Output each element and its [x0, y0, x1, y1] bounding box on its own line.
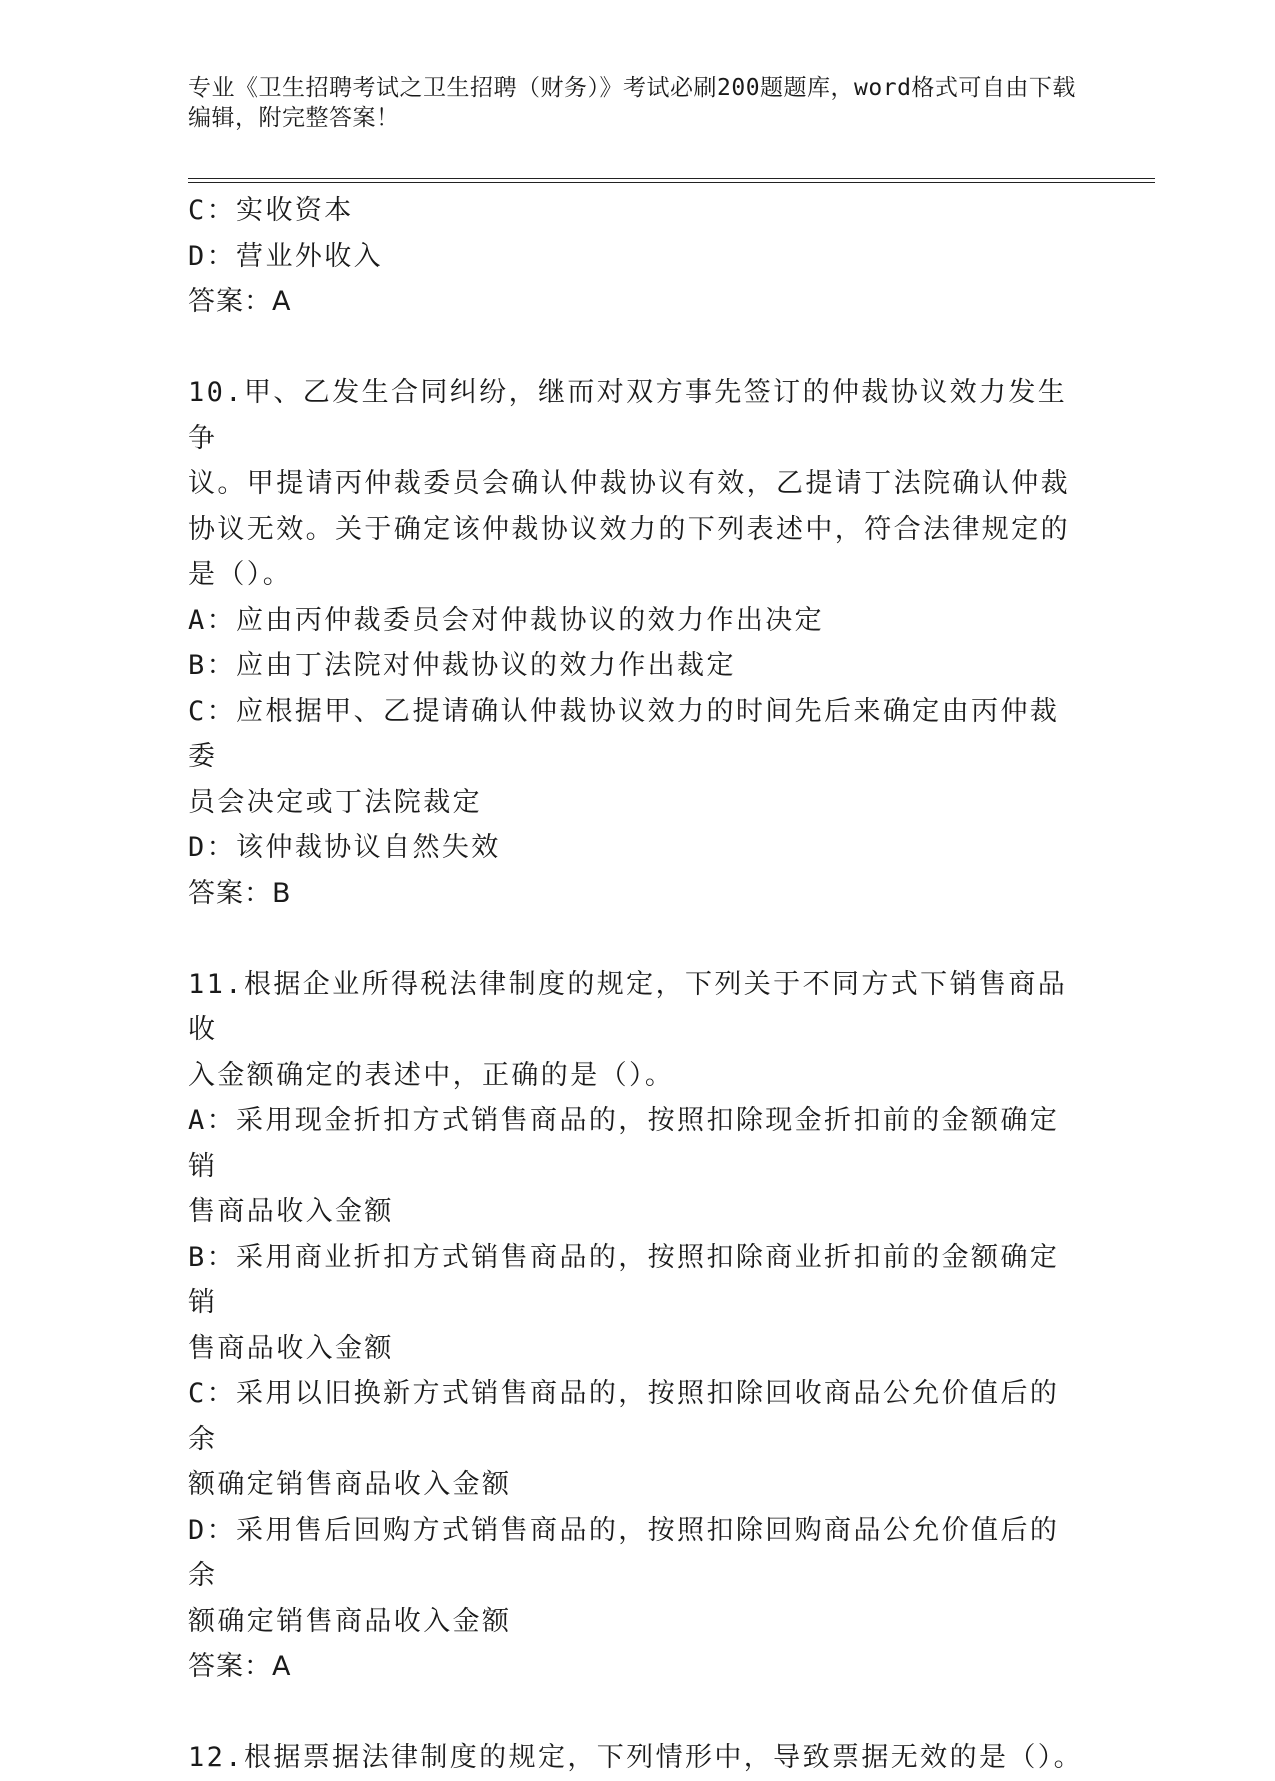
- question-gap: [188, 325, 1088, 371]
- option-a: A：采用现金折扣方式销售商品的，按照扣除现金折扣前的金额确定销: [188, 1105, 1060, 1182]
- question-11: [188, 962, 1088, 1690]
- answer-line: 答案：A: [188, 286, 292, 317]
- option-d-continued: 额确定销售商品收入金额: [188, 1605, 512, 1637]
- option-d: D：营业外收入: [188, 240, 384, 272]
- option-c-continued: 额确定销售商品收入金额: [188, 1469, 512, 1500]
- document-header: 专业《卫生招聘考试之卫生招聘（财务）》考试必刷200题题库，word格式可自由下载编辑，附完整答案！: [188, 75, 1076, 131]
- question-10: [188, 370, 1088, 916]
- question-stem-line: 是（）。: [188, 559, 293, 590]
- answer-line: 答案：A: [188, 1651, 292, 1682]
- header-rule-top: [188, 178, 1155, 179]
- previous-question: [188, 188, 1088, 325]
- option-b: B：采用商业折扣方式销售商品的，按照扣除商业折扣前的金额确定销: [188, 1241, 1060, 1318]
- option-c-continued: 员会决定或丁法院裁定: [188, 786, 482, 818]
- question-stem-line: 12.根据票据法律制度的规定，下列情形中，导致票据无效的是（）。: [188, 1742, 1084, 1773]
- question-stem-line: 协议无效。关于确定该仲裁协议效力的下列表述中，符合法律规定的: [188, 513, 1070, 545]
- question-gap: [188, 1690, 1088, 1736]
- question-stem-line: 入金额确定的表述中，正确的是（）。: [188, 1059, 675, 1091]
- answer-line: 答案：B: [188, 877, 292, 909]
- option-c: C：采用以旧换新方式销售商品的，按照扣除回收商品公允价值后的余: [188, 1378, 1060, 1455]
- question-stem-line: 11.根据企业所得税法律制度的规定，下列关于不同方式下销售商品收: [188, 968, 1068, 1045]
- option-c: C：实收资本: [188, 195, 354, 226]
- option-b: B：应由丁法院对仲裁协议的效力作出裁定: [188, 650, 736, 681]
- option-d: D：采用售后回购方式销售商品的，按照扣除回购商品公允价值后的余: [188, 1514, 1060, 1591]
- question-12: [188, 1735, 1088, 1781]
- option-b-continued: 售商品收入金额: [188, 1332, 394, 1364]
- question-content: [188, 188, 1088, 1781]
- header-rule-bottom: [188, 182, 1155, 183]
- option-c: C：应根据甲、乙提请确认仲裁协议效力的时间先后来确定由丙仲裁委: [188, 695, 1060, 772]
- option-d: D：该仲裁协议自然失效: [188, 832, 501, 863]
- question-gap: [188, 916, 1088, 962]
- option-a: A：应由丙仲裁委员会对仲裁协议的效力作出决定: [188, 604, 825, 636]
- question-stem-line: 10.甲、乙发生合同纠纷，继而对双方事先签订的仲裁协议效力发生争: [188, 377, 1068, 454]
- option-a-continued: 售商品收入金额: [188, 1196, 394, 1227]
- question-stem-line: 议。甲提请丙仲裁委员会确认仲裁协议有效，乙提请丁法院确认仲裁: [188, 468, 1070, 499]
